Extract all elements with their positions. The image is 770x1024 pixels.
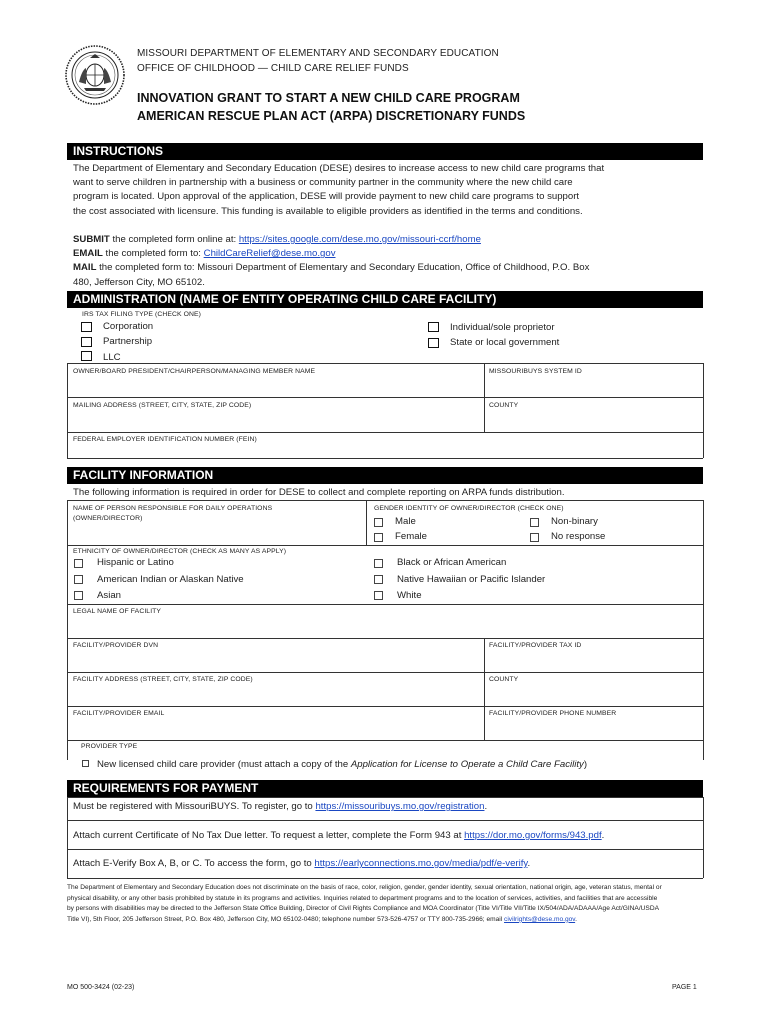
gender-male-checkbox[interactable]: [374, 518, 383, 527]
instructions-line: program is located. Upon approval of the application, DESE will provide payment to new child care programs to support: [73, 191, 580, 203]
white-checkbox[interactable]: [374, 591, 383, 600]
agency-name: MISSOURI DEPARTMENT OF ELEMENTARY AND SECONDARY EDUCATION: [137, 48, 499, 59]
county-field[interactable]: [487, 412, 700, 430]
form-title-line1: INNOVATION GRANT TO START A NEW CHILD CARE PROGRAM: [137, 91, 520, 105]
new-licensed-provider-label: New licensed child care provider (must attach a copy of the Application for License to Operate a Child Care Facility): [97, 759, 588, 770]
government-checkbox[interactable]: [428, 338, 439, 348]
person-responsible-label-2: (OWNER/DIRECTOR): [73, 515, 143, 522]
facility-email-field[interactable]: [70, 720, 480, 738]
government-label: State or local government: [450, 337, 560, 348]
partnership-checkbox[interactable]: [81, 337, 92, 347]
facility-phone-field[interactable]: [487, 720, 700, 738]
gender-no-response-label: No response: [551, 531, 606, 542]
form-number: MO 500-3424 (02-23): [67, 984, 135, 991]
requirement-e-verify: Attach E-Verify Box A, B, or C. To access the form, go to https://earlyconnections.mo.gov/media/pdf/e-verify.: [73, 858, 531, 869]
pacific-islander-checkbox[interactable]: [374, 575, 383, 584]
tax-id-field[interactable]: [487, 652, 700, 670]
asian-checkbox[interactable]: [74, 591, 83, 600]
legal-name-field[interactable]: [70, 618, 700, 636]
instructions-line: want to serve children in partnership with a business or community partner in the community where the new child care: [73, 177, 573, 189]
tax-id-label: FACILITY/PROVIDER TAX ID: [489, 642, 582, 649]
person-responsible-label: NAME OF PERSON RESPONSIBLE FOR DAILY OPERATIONS: [73, 505, 273, 512]
nondiscrimination-statement: The Department of Elementary and Secondary Education does not discriminate on the basis of race, color, religion, gender, gender identity, sexual orientation, national origin, age, veteran status, mental or physical disability, or any other basis prohibited by statute in its programs and activities. Inquiries related to department programs and to the location of services, activities, and facilities that are accessible by persons with disabilities may be directed to the Jefferson State Office Building, Director of Civil Rights Compliance and MOA Coordinator (Title VI/Title VII/Title IX/504/ADA/ADAAA/Age Act/GINA/USDA Title VI), 5th Floor, 205 Jefferson Street, P.O. Box 480, Jefferson City, MO 65102-0480; telephone number 573-526-4757 or TTY 800-735-2966; email civilrights@dese.mo.gov.: [67, 884, 662, 923]
llc-label: LLC: [103, 352, 121, 363]
administration-heading: ADMINISTRATION (NAME OF ENTITY OPERATING CHILD CARE FACILITY): [67, 291, 703, 308]
corporation-label: Corporation: [103, 321, 154, 332]
requirement-missouribuys: Must be registered with MissouriBUYS. To register, go to https://missouribuys.mo.gov/registration.: [73, 801, 488, 812]
pacific-islander-label: Native Hawaiian or Pacific Islander: [397, 574, 546, 585]
requirement-no-tax-due: Attach current Certificate of No Tax Due letter. To request a letter, complete the Form 943 at https://dor.mo.gov/forms/943.pdf.: [73, 830, 605, 841]
civil-rights-email-link[interactable]: civilrights@dese.mo.gov: [504, 915, 576, 923]
missouribuys-id-field[interactable]: [487, 378, 700, 395]
dvn-field[interactable]: [70, 652, 480, 670]
submit-link[interactable]: https://sites.google.com/dese.mo.gov/missouri-ccrf/home: [238, 234, 481, 245]
person-responsible-field[interactable]: [70, 525, 362, 543]
missouribuys-link[interactable]: https://missouribuys.mo.gov/registration: [315, 801, 485, 812]
owner-name-label: OWNER/BOARD PRESIDENT/CHAIRPERSON/MANAGING MEMBER NAME: [73, 368, 316, 375]
facility-county-field[interactable]: [487, 686, 700, 704]
mail-line-2: 480, Jefferson City, MO 65102.: [73, 276, 205, 288]
corporation-checkbox[interactable]: [81, 322, 92, 332]
submission-methods: [73, 233, 703, 290]
instructions-paragraph: [73, 162, 703, 219]
office-name: OFFICE OF CHILDHOOD — CHILD CARE RELIEF FUNDS: [137, 63, 409, 74]
irs-filing-label: IRS TAX FILING TYPE (CHECK ONE): [82, 311, 202, 318]
owner-name-field[interactable]: [70, 378, 480, 395]
gender-nonbinary-label: Non-binary: [551, 516, 598, 527]
mailing-address-field[interactable]: [70, 412, 480, 430]
gender-female-label: Female: [395, 531, 427, 542]
instructions-line: the cost associated with licensure. This funding is available to eligible providers as identified in the terms and conditions.: [73, 205, 583, 217]
gender-male-label: Male: [395, 516, 416, 527]
form-title-line2: AMERICAN RESCUE PLAN ACT (ARPA) DISCRETIONARY FUNDS: [137, 109, 526, 123]
facility-address-field[interactable]: [70, 686, 480, 704]
facility-phone-label: FACILITY/PROVIDER PHONE NUMBER: [489, 710, 617, 717]
county-label: COUNTY: [489, 402, 519, 409]
american-indian-checkbox[interactable]: [74, 575, 83, 584]
new-licensed-provider-checkbox[interactable]: [82, 760, 89, 767]
white-label: White: [397, 590, 422, 601]
email-line: EMAIL the completed form to: ChildCareRelief@dese.mo.gov: [73, 248, 336, 260]
missouribuys-id-label: MISSOURIBUYS SYSTEM ID: [489, 368, 582, 375]
provider-type-label: PROVIDER TYPE: [81, 743, 138, 750]
gender-nonbinary-checkbox[interactable]: [530, 518, 539, 527]
individual-label: Individual/sole proprietor: [450, 322, 555, 333]
facility-email-label: FACILITY/PROVIDER EMAIL: [73, 710, 165, 717]
fein-label: FEDERAL EMPLOYER IDENTIFICATION NUMBER (FEIN): [73, 436, 257, 443]
facility-address-label: FACILITY ADDRESS (STREET, CITY, STATE, ZIP CODE): [73, 676, 253, 683]
instructions-heading: INSTRUCTIONS: [67, 143, 703, 160]
hispanic-checkbox[interactable]: [74, 559, 83, 568]
ethnicity-label: ETHNICITY OF OWNER/DIRECTOR (CHECK AS MANY AS APPLY): [73, 548, 287, 555]
dvn-label: FACILITY/PROVIDER DVN: [73, 642, 159, 649]
gender-no-response-checkbox[interactable]: [530, 533, 539, 542]
gender-identity-label: GENDER IDENTITY OF OWNER/DIRECTOR (CHECK ONE): [374, 505, 564, 512]
llc-checkbox[interactable]: [81, 351, 92, 361]
facility-intro: The following information is required in order for DESE to collect and complete reporting on ARPA funds distribution.: [73, 487, 565, 498]
partnership-label: Partnership: [103, 336, 153, 347]
facility-county-label: COUNTY: [489, 676, 519, 683]
hispanic-label: Hispanic or Latino: [97, 557, 174, 568]
mailing-address-label: MAILING ADDRESS (STREET, CITY, STATE, ZIP CODE): [73, 402, 252, 409]
gender-female-checkbox[interactable]: [374, 533, 383, 542]
black-checkbox[interactable]: [374, 559, 383, 568]
american-indian-label: American Indian or Alaskan Native: [97, 574, 244, 585]
requirements-heading: REQUIREMENTS FOR PAYMENT: [67, 780, 703, 797]
mail-line: MAIL the completed form to: Missouri Department of Elementary and Secondary Education, Office of Childhood, P.O. Box: [73, 262, 590, 274]
submit-line: SUBMIT the completed form online at: https://sites.google.com/dese.mo.gov/missouri-ccrf/home: [73, 234, 481, 245]
instructions-line: The Department of Elementary and Secondary Education (DESE) desires to increase access to new child care programs that: [73, 163, 605, 174]
page-number: PAGE 1: [672, 984, 697, 991]
e-verify-link[interactable]: https://earlyconnections.mo.gov/media/pdf/e-verify: [314, 858, 528, 869]
legal-name-label: LEGAL NAME OF FACILITY: [73, 608, 162, 615]
email-link[interactable]: ChildCareRelief@dese.mo.gov: [203, 248, 336, 260]
facility-heading: FACILITY INFORMATION: [67, 467, 703, 484]
asian-label: Asian: [97, 590, 121, 601]
fein-field[interactable]: [70, 446, 700, 456]
individual-checkbox[interactable]: [428, 322, 439, 332]
state-seal-icon: [64, 44, 126, 106]
form-943-link[interactable]: https://dor.mo.gov/forms/943.pdf: [464, 830, 602, 841]
black-label: Black or African American: [397, 557, 507, 568]
